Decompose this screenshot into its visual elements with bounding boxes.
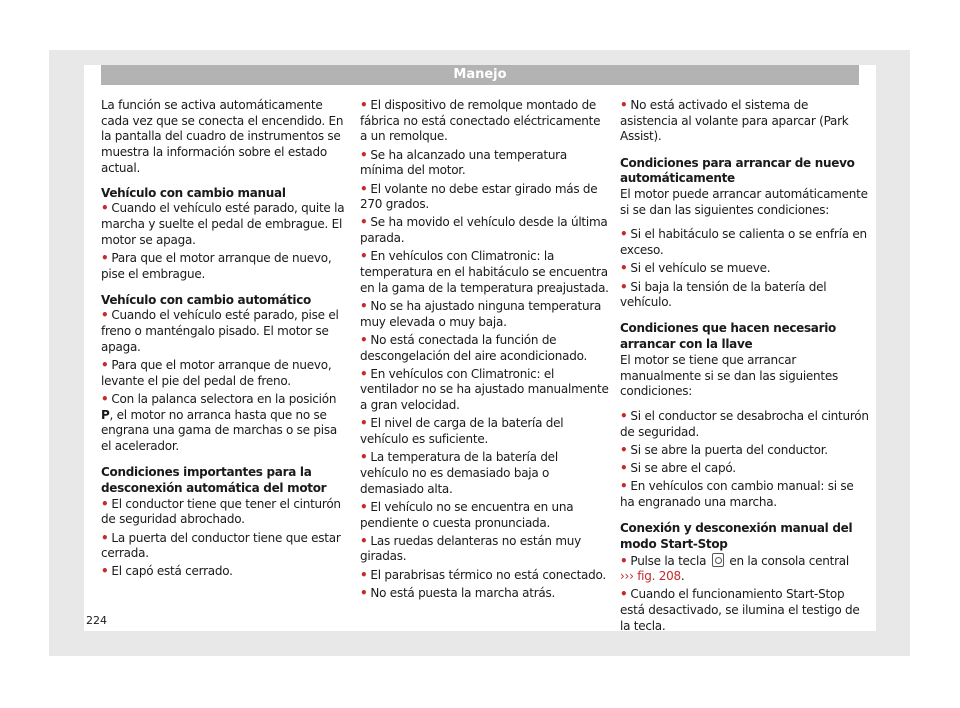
bullet-item: • Con la palanca selectora en la posición P, el motor no arranca hasta que no se engrana una gama de marchas o se pisa el acelerador. xyxy=(101,391,337,454)
bullet-icon: • xyxy=(620,408,628,423)
bullet-icon: • xyxy=(360,499,368,514)
restart-heading: Condiciones para arrancar de nuevo automáticamente xyxy=(620,155,855,186)
column-1 xyxy=(101,98,350,583)
bullet-icon: • xyxy=(101,250,109,265)
bullet-item: • Si el habitáculo se calienta o se enfría en exceso. xyxy=(620,227,867,258)
bullet-icon: • xyxy=(360,585,368,600)
bullet-icon: • xyxy=(101,358,109,373)
intro-paragraph: La función se activa automáticamente cada vez que se conecta el encendido. En la pantalla del cuadro de instrumentos se muestra la información sobre el estado actual. xyxy=(101,98,344,175)
key-start-intro: El motor se tiene que arrancar manualmente si se dan las siguientes condiciones: xyxy=(620,352,838,399)
figure-reference-link[interactable]: ››› fig. 208 xyxy=(620,569,681,584)
bullet-item: • La temperatura de la batería del vehículo no es demasiado baja o demasiado alta. xyxy=(360,450,558,496)
bullet-icon: • xyxy=(620,479,628,494)
column-2 xyxy=(360,98,609,604)
bullet-item: • El capó está cerrado. xyxy=(101,564,233,579)
bullet-item: • La puerta del conductor tiene que estar cerrada. xyxy=(101,530,341,561)
automatic-heading: Vehículo con cambio automático xyxy=(101,292,311,307)
bullet-item: • Cuando el vehículo esté parado, quite la marcha y suelte el pedal de embrague. El motor se apaga. xyxy=(101,201,345,247)
bullet-item: • Las ruedas delanteras no están muy giradas. xyxy=(360,533,581,564)
bullet-item: • Para que el motor arranque de nuevo, levante el pie del pedal de freno. xyxy=(101,358,332,388)
bullet-item: • No está conectada la función de descongelación del aire acondicionado. xyxy=(360,332,588,363)
bullet-icon: • xyxy=(360,416,368,431)
bullet-icon: • xyxy=(101,308,109,323)
bullet-item: • El vehículo no se encuentra en una pendiente o cuesta pronunciada. xyxy=(360,499,574,530)
bullet-icon: • xyxy=(101,391,109,406)
bullet-item: • Para que el motor arranque de nuevo, pise el embrague. xyxy=(101,250,332,281)
bullet-icon: • xyxy=(360,215,368,230)
bullet-item: • Si el conductor se desabrocha el cinturón de seguridad. xyxy=(620,408,869,439)
restart-intro: El motor puede arrancar automáticamente si se dan las siguientes condiciones: xyxy=(620,187,868,217)
bullet-icon: • xyxy=(101,530,109,545)
bullet-item: • Si se abre el capó. xyxy=(620,461,736,476)
bullet-item: • Se ha movido el vehículo desde la última parada. xyxy=(360,215,608,246)
conditions-heading: Condiciones importantes para la desconexión automática del motor xyxy=(101,465,327,495)
bullet-icon: • xyxy=(360,332,368,347)
gear-position-p: P xyxy=(101,407,110,422)
bullet-item: • Si se abre la puerta del conductor. xyxy=(620,442,828,457)
bullet-item: • En vehículos con Climatronic: la temperatura en el habitáculo se encuentra en la gama de la temperatura preajustada. xyxy=(360,249,609,295)
bullet-item: • El volante no debe estar girado más de 270 grados. xyxy=(360,181,598,212)
bullet-item: • En vehículos con cambio manual: si se ha engranado una marcha. xyxy=(620,479,854,509)
bullet-item: • El conductor tiene que tener el cinturón de seguridad abrochado. xyxy=(101,496,341,527)
bullet-icon: • xyxy=(360,533,368,548)
bullet-icon: • xyxy=(620,261,628,276)
bullet-icon: • xyxy=(360,249,368,264)
section-header: Manejo xyxy=(101,65,859,85)
bullet-item: • Si baja la tensión de la batería del vehículo. xyxy=(620,279,827,310)
bullet-icon: • xyxy=(360,181,368,196)
bullet-item: • En vehículos con Climatronic: el ventilador no se ha ajustado manualmente a gran velocidad. xyxy=(360,366,609,413)
key-start-heading: Condiciones que hacen necesario arrancar con la llave xyxy=(620,321,836,352)
page-number: 224 xyxy=(86,614,107,627)
bullet-icon: • xyxy=(360,450,368,465)
bullet-icon: • xyxy=(620,227,628,242)
bullet-item: • El dispositivo de remolque montado de fábrica no está conectado eléctricamente a un remolque. xyxy=(360,98,601,144)
bullet-item: • El nivel de carga de la batería del vehículo es suficiente. xyxy=(360,416,564,447)
bullet-item: • Cuando el vehículo esté parado, pise el freno o manténgalo pisado. El motor se apaga. xyxy=(101,308,339,354)
bullet-icon: • xyxy=(620,553,628,568)
manual-mode-heading: Conexión y desconexión manual del modo Start-Stop xyxy=(620,521,853,551)
bullet-icon: • xyxy=(620,98,628,112)
bullet-icon: • xyxy=(360,366,368,381)
bullet-icon: • xyxy=(101,201,109,216)
column-3 xyxy=(620,98,869,637)
bullet-item: • No está activado el sistema de asistencia al volante para aparcar (Park Assist). xyxy=(620,98,849,144)
bullet-icon: • xyxy=(620,587,628,602)
bullet-icon: • xyxy=(360,147,368,162)
bullet-icon: • xyxy=(360,98,368,112)
bullet-icon: • xyxy=(101,564,109,579)
bullet-icon: • xyxy=(620,279,628,294)
bullet-item: • Se ha alcanzado una temperatura mínima del motor. xyxy=(360,147,567,178)
bullet-icon: • xyxy=(360,298,368,313)
bullet-item: • No se ha ajustado ninguna temperatura muy elevada o muy baja. xyxy=(360,298,602,329)
bullet-icon: • xyxy=(620,461,628,476)
start-stop-key-icon xyxy=(712,553,724,567)
bullet-item: • Cuando el funcionamiento Start-Stop está desactivado, se ilumina el testigo de la tecla. xyxy=(620,587,860,633)
bullet-item: • Pulse la tecla en la consola central ››› fig. 208. xyxy=(620,553,849,584)
bullet-icon: • xyxy=(620,442,628,457)
manual-heading: Vehículo con cambio manual xyxy=(101,185,286,200)
bullet-icon: • xyxy=(101,496,109,511)
bullet-item: • El parabrisas térmico no está conectado. xyxy=(360,567,606,582)
bullet-item: • Si el vehículo se mueve. xyxy=(620,261,771,276)
bullet-icon: • xyxy=(360,567,368,582)
bullet-item: • No está puesta la marcha atrás. xyxy=(360,585,556,600)
